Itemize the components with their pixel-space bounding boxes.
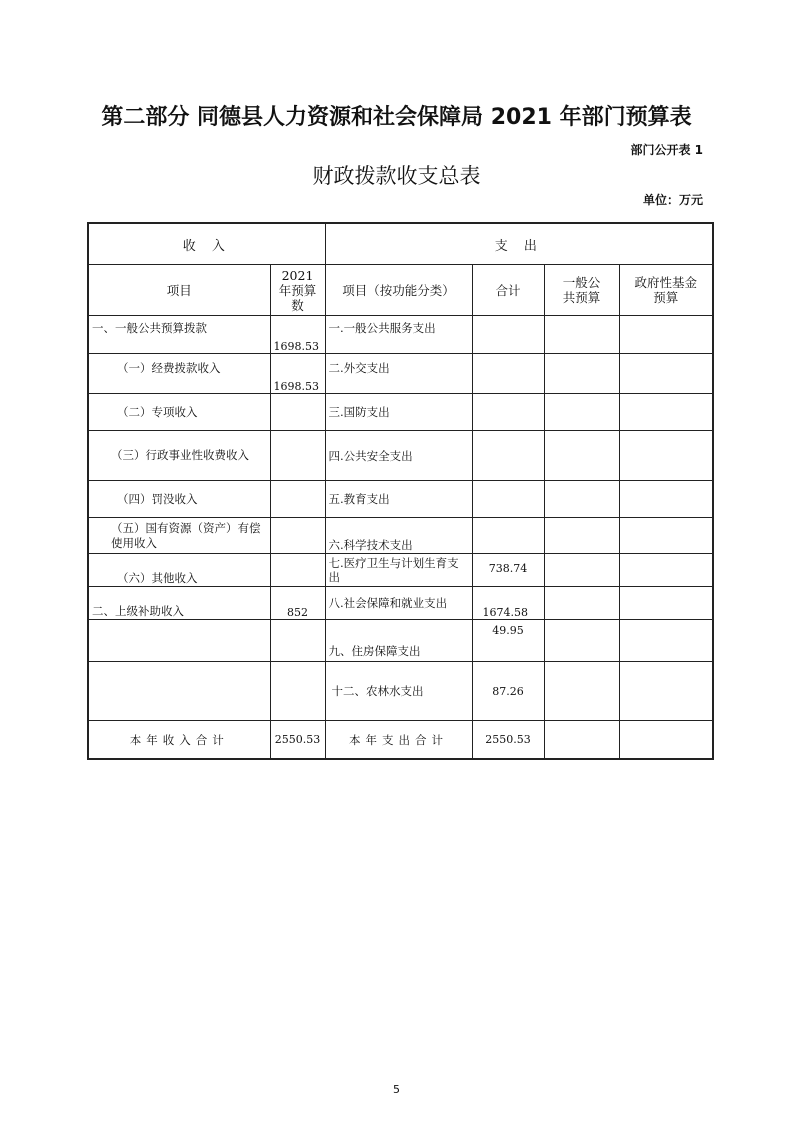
page-heading: 第二部分 同德县人力资源和社会保障局 2021 年部门预算表 [101,105,692,130]
income-amount [270,481,325,518]
expense-item: 六.科学技术支出 [325,518,472,554]
expense-total [472,518,544,554]
income-item: 一、一般公共预算拨款 [88,316,270,354]
col-func-item: 项目（按功能分类） [325,265,472,316]
income-item [88,620,270,662]
income-item: （二）专项收入 [88,394,270,431]
expense-fund [619,481,713,518]
unit-label: 单位：万元 [642,193,703,207]
expense-item: 五.教育支出 [325,481,472,518]
expense-general [544,354,619,394]
table-row [88,354,713,394]
table-row [88,316,713,354]
expense-total: 1674.58 [472,587,544,620]
table-row [88,554,713,587]
income-amount [270,518,325,554]
income-item: （四）罚没收入 [88,481,270,518]
income-amount [270,554,325,587]
table-tag: 部门公开表 1 [630,143,703,157]
budget-table [87,222,714,760]
income-item: （一）经费拨款收入 [88,354,270,394]
expense-fund [619,554,713,587]
table-row [88,394,713,431]
table-title: 财政拨款收支总表 [312,164,481,188]
expense-fund [619,620,713,662]
expense-item: 十二、农林水支出 [325,662,472,721]
expense-header: 支 出 [325,223,713,265]
table-row [88,481,713,518]
expense-total [472,431,544,481]
income-amount: 1698.53 [270,354,325,394]
table-row [88,662,713,721]
expense-fund [619,518,713,554]
income-total-amount: 2550.53 [270,721,325,760]
income-amount [270,620,325,662]
income-item [88,662,270,721]
income-item: （五）国有资源（资产）有偿使用收入 [88,518,270,554]
income-item: （三）行政事业性收费收入 [88,431,270,481]
page-number: 5 [393,1083,400,1096]
expense-total-amount: 2550.53 [472,721,544,760]
income-amount [270,662,325,721]
expense-general [544,587,619,620]
col-fund: 政府性基金预算 [619,265,713,316]
expense-total-label: 本年支出合计 [325,721,472,760]
expense-item: 九、住房保障支出 [325,620,472,662]
expense-item: 二.外交支出 [325,354,472,394]
income-amount [270,394,325,431]
income-item: （六）其他收入 [88,554,270,587]
expense-fund [619,394,713,431]
expense-general [544,431,619,481]
col-total: 合计 [472,265,544,316]
expense-item: 一.一般公共服务支出 [325,316,472,354]
total-row [88,721,713,760]
expense-fund [619,354,713,394]
expense-general [544,481,619,518]
expense-total [472,316,544,354]
table-row [88,587,713,620]
total-general [544,721,619,760]
col-budget: 2021年预算数 [270,265,325,316]
table-row [88,431,713,481]
expense-total [472,354,544,394]
table-row [88,620,713,662]
total-fund [619,721,713,760]
expense-general [544,316,619,354]
income-total-label: 本年收入合计 [88,721,270,760]
expense-fund [619,662,713,721]
expense-fund [619,431,713,481]
expense-total: 49.95 [472,620,544,662]
income-amount: 1698.53 [270,316,325,354]
expense-item: 三.国防支出 [325,394,472,431]
expense-fund [619,587,713,620]
expense-total [472,481,544,518]
expense-general [544,518,619,554]
income-amount [270,431,325,481]
expense-total: 738.74 [472,554,544,587]
income-header: 收 入 [88,223,325,265]
expense-item: 八.社会保障和就业支出 [325,587,472,620]
expense-item: 七.医疗卫生与计划生育支出 [325,554,472,587]
expense-general [544,620,619,662]
section-header-row [88,223,713,265]
col-general: 一般公共预算 [544,265,619,316]
expense-item: 四.公共安全支出 [325,431,472,481]
income-item: 二、上级补助收入 [88,587,270,620]
expense-general [544,554,619,587]
expense-total: 87.26 [472,662,544,721]
income-amount: 852 [270,587,325,620]
expense-total [472,394,544,431]
expense-fund [619,316,713,354]
col-item: 项目 [88,265,270,316]
column-header-row [88,265,713,316]
expense-general [544,394,619,431]
table-row [88,518,713,554]
expense-general [544,662,619,721]
